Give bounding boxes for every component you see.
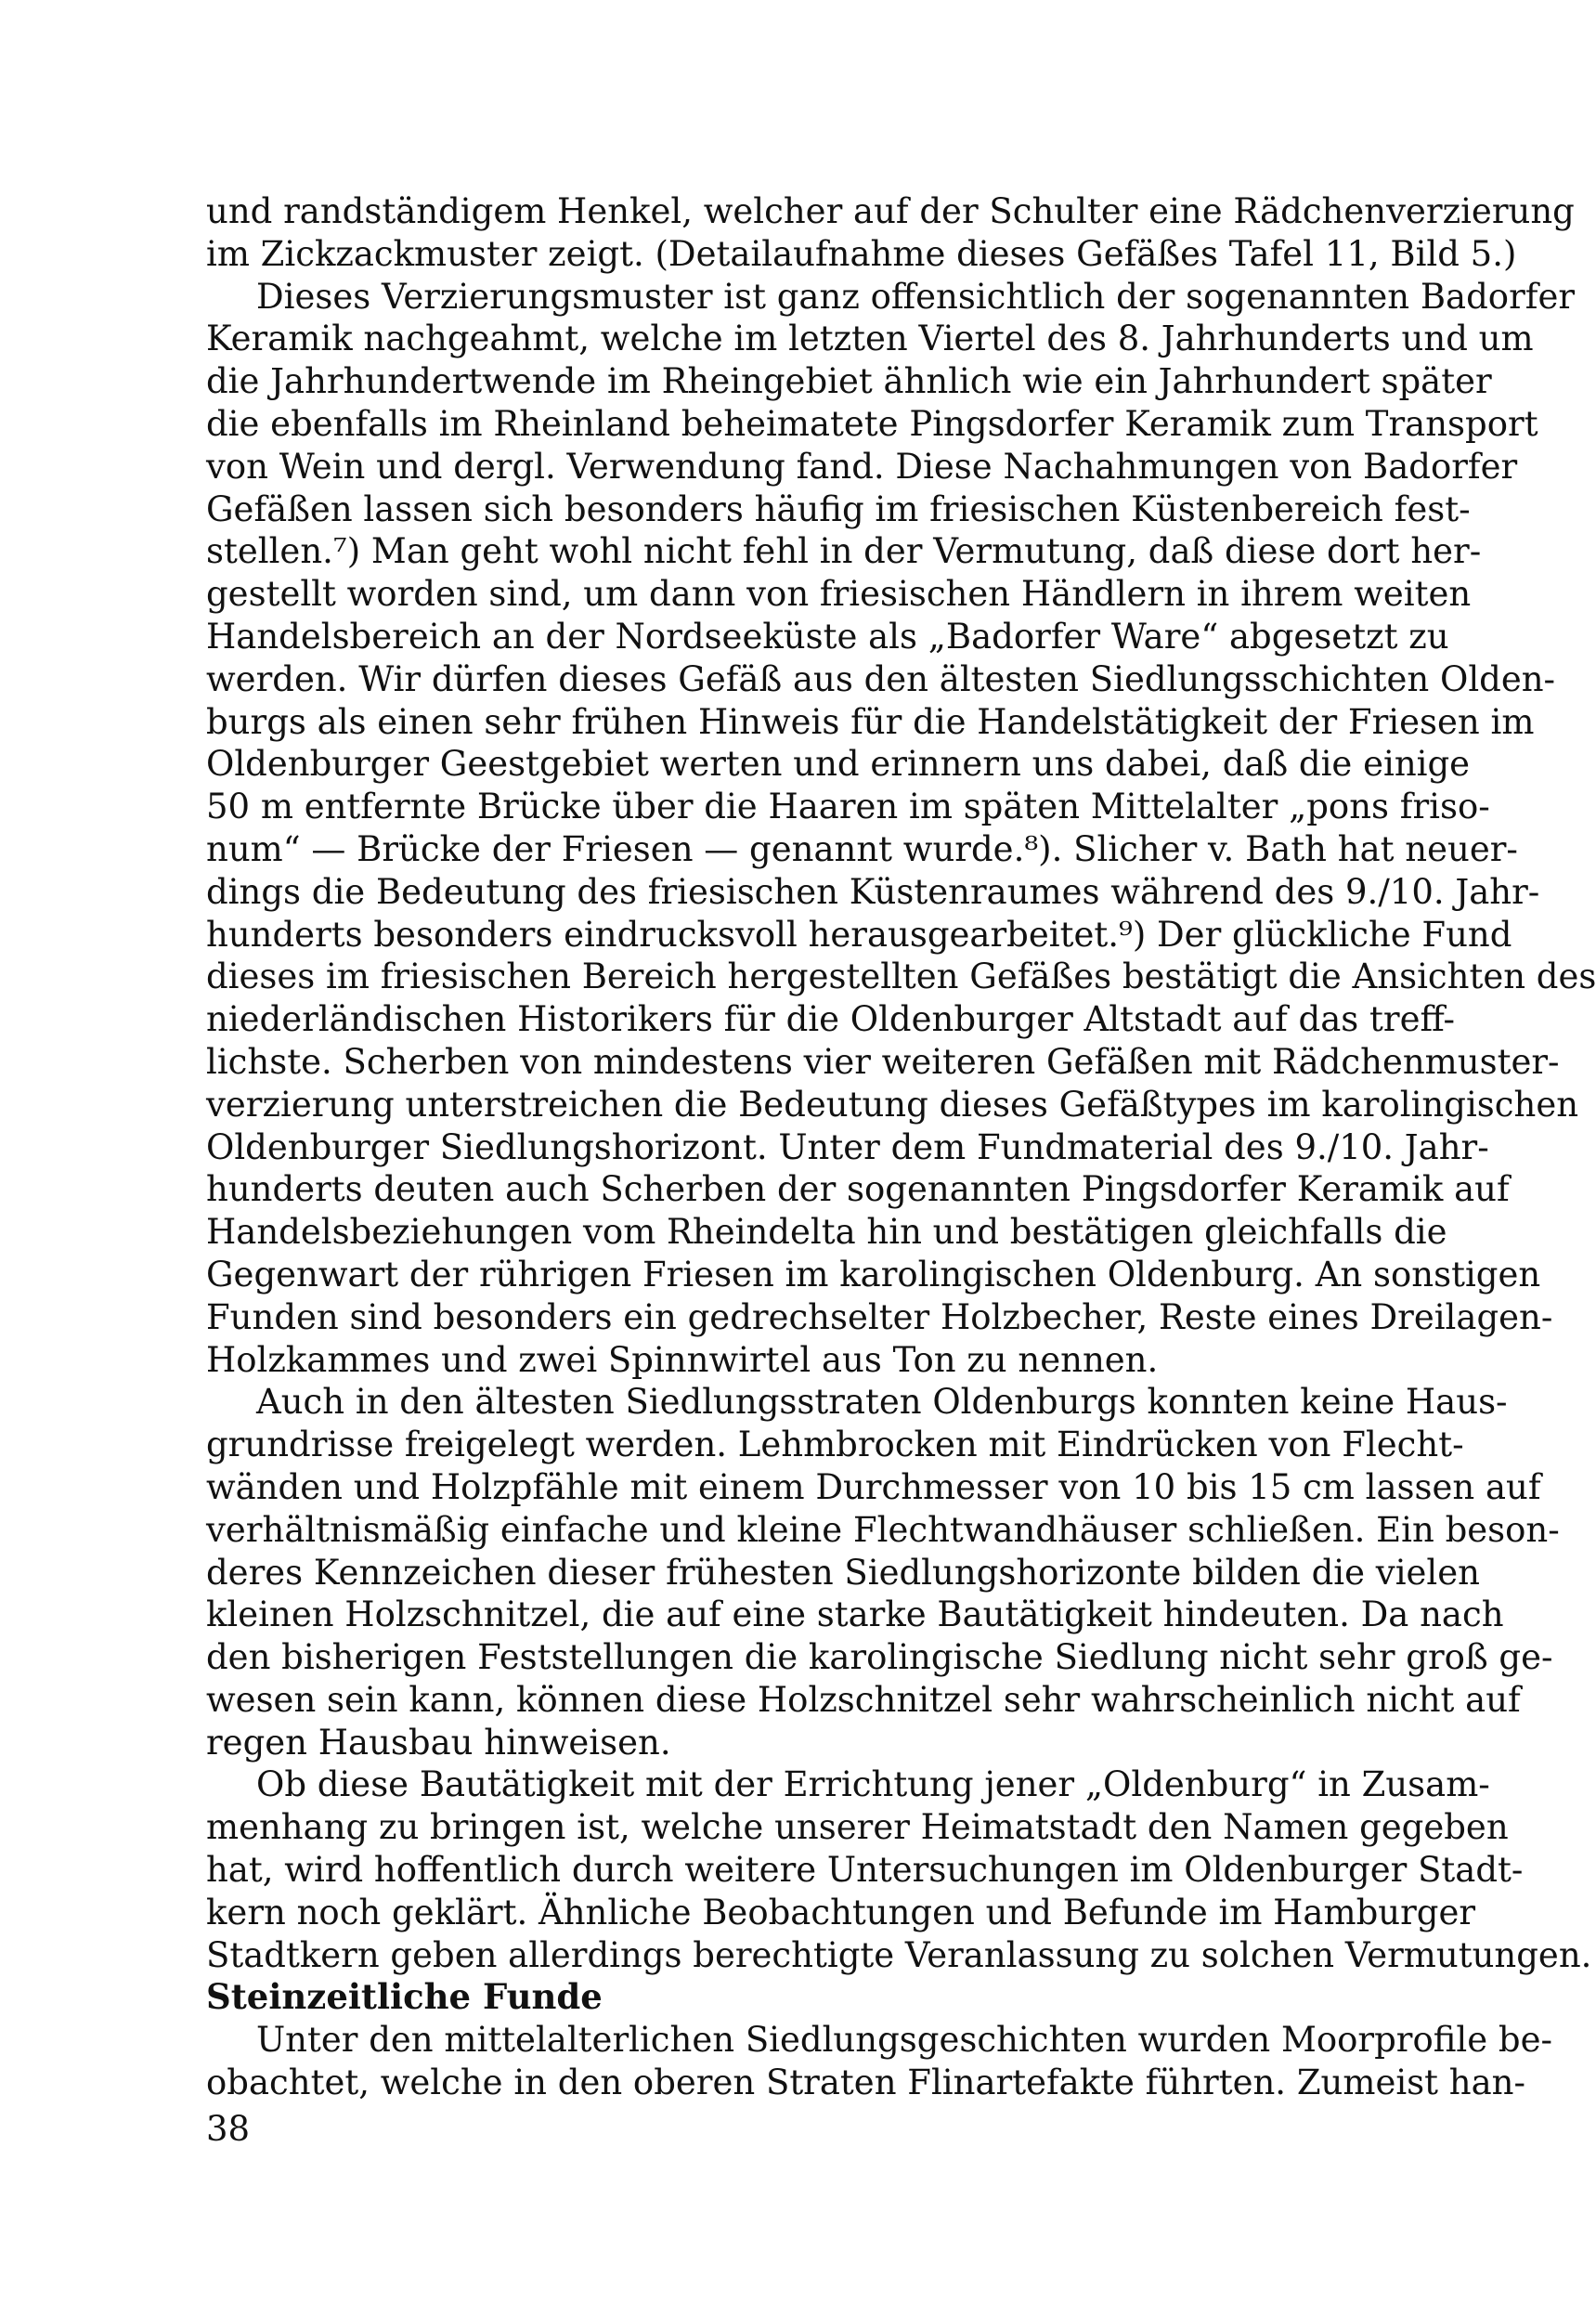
text-line: verhältnismäßig einfache und kleine Flechtwandhäuser schließen. Ein beson- <box>206 1509 1560 1550</box>
text-line: 50 m entfernte Brücke über die Haaren im späten Mittelalter „pons friso- <box>206 787 1490 827</box>
text-line: burgs als einen sehr frühen Hinweis für die Handelstätigkeit der Friesen im <box>206 701 1535 742</box>
text-line: deres Kennzeichen dieser frühesten Siedlungshorizonte bilden die vielen <box>206 1552 1480 1593</box>
text-line: die Jahrhundertwende im Rheingebiet ähnlich wie ein Jahrhundert später <box>206 361 1492 402</box>
text-line: Handelsbereich an der Nordseeküste als „Badorfer Ware“ abgesetzt zu <box>206 616 1449 657</box>
text-line: obachtet, welche in den oberen Straten Flinartefakte führten. Zumeist han- <box>206 2062 1526 2103</box>
text-line: stellen.⁷) Man geht wohl nicht fehl in der Vermutung, daß diese dort her- <box>206 531 1482 572</box>
text-line: kleinen Holzschnitzel, die auf eine starke Bautätigkeit hindeuten. Da nach <box>206 1594 1504 1635</box>
text-line: Keramik nachgeahmt, welche im letzten Viertel des 8. Jahrhunderts und um <box>206 319 1534 359</box>
text-line: Gefäßen lassen sich besonders häufig im friesischen Küstenbereich fest- <box>206 488 1471 529</box>
text-line: wänden und Holzpfähle mit einem Durchmesser von 10 bis 15 cm lassen auf <box>206 1466 1541 1507</box>
text-line: dieses im friesischen Bereich hergestellten Gefäßes bestätigt die Ansichten des <box>206 956 1596 997</box>
text-line: Unter den mittelalterlichen Siedlungsgeschichten wurden Moorprofile be- <box>256 2020 1553 2061</box>
text-line: dings die Bedeutung des friesischen Küstenraumes während des 9./10. Jahr- <box>206 871 1540 912</box>
text-line: von Wein und dergl. Verwendung fand. Diese Nachahmungen von Badorfer <box>206 446 1518 487</box>
text-line: Holzkammes und zwei Spinnwirtel aus Ton zu nennen. <box>206 1339 1159 1380</box>
text-line: Handelsbeziehungen vom Rheindelta hin und bestätigen gleichfalls die <box>206 1212 1447 1253</box>
text-line: hunderts besonders eindrucksvoll herausgearbeitet.⁹) Der glückliche Fund <box>206 914 1512 955</box>
text-line: grundrisse freigelegt werden. Lehmbrocken mit Eindrücken von Flecht- <box>206 1425 1464 1465</box>
text-line: verzierung unterstreichen die Bedeutung dieses Gefäßtypes im karolingischen <box>206 1084 1579 1125</box>
text-line: kern noch geklärt. Ähnliche Beobachtungen und Befunde im Hamburger <box>206 1892 1476 1932</box>
text-line: Oldenburger Geestgebiet werten und erinnern uns dabei, daß die einige <box>206 744 1471 785</box>
text-line: hat, wird hoffentlich durch weitere Untersuchungen im Oldenburger Stadt- <box>206 1850 1524 1891</box>
text-line: regen Hausbau hinweisen. <box>206 1722 671 1763</box>
text-line: Gegenwart der rührigen Friesen im karolingischen Oldenburg. An sonstigen <box>206 1254 1541 1295</box>
section-heading: Steinzeitliche Funde <box>206 1976 603 2018</box>
text-line: num“ — Brücke der Friesen — genannt wurde.⁸). Slicher v. Bath hat neuer- <box>206 828 1518 869</box>
text-line: lichste. Scherben von mindestens vier weiteren Gefäßen mit Rädchenmuster- <box>206 1041 1560 1082</box>
text-line: den bisherigen Feststellungen die karolingische Siedlung nicht sehr groß ge- <box>206 1637 1553 1678</box>
text-line: Oldenburger Siedlungshorizont. Unter dem Fundmaterial des 9./10. Jahr- <box>206 1126 1489 1167</box>
text-line: werden. Wir dürfen dieses Gefäß aus den ältesten Siedlungsschichten Olden- <box>206 658 1556 699</box>
text-line: Ob diese Bautätigkeit mit der Errichtung jener „Oldenburg“ in Zusam- <box>256 1764 1490 1805</box>
page-body <box>206 190 1596 2104</box>
text-line: Auch in den ältesten Siedlungsstraten Oldenburgs konnten keine Haus- <box>256 1382 1508 1423</box>
text-line: im Zickzackmuster zeigt. (Detailaufnahme dieses Gefäßes Tafel 11, Bild 5.) <box>206 233 1517 274</box>
text-line: die ebenfalls im Rheinland beheimatete Pingsdorfer Keramik zum Transport <box>206 403 1538 444</box>
text-line: Funden sind besonders ein gedrechselter Holzbecher, Reste eines Dreilagen- <box>206 1296 1553 1337</box>
text-line: gestellt worden sind, um dann von friesischen Händlern in ihrem weiten <box>206 574 1472 615</box>
text-line: Stadtkern geben allerdings berechtigte Veranlassung zu solchen Vermutungen. <box>206 1934 1592 1975</box>
text-line: wesen sein kann, können diese Holzschnitzel sehr wahrscheinlich nicht auf <box>206 1679 1521 1720</box>
page-number: 38 <box>206 2109 251 2149</box>
text-line: niederländischen Historikers für die Oldenburger Altstadt auf das treff- <box>206 999 1455 1040</box>
text-line: und randständigem Henkel, welcher auf der Schulter eine Rädchenverzierung <box>206 191 1575 231</box>
text-line: hunderts deuten auch Scherben der sogenannten Pingsdorfer Keramik auf <box>206 1169 1510 1210</box>
text-line: Dieses Verzierungsmuster ist ganz offensichtlich der sogenannten Badorfer <box>256 276 1576 317</box>
text-line: menhang zu bringen ist, welche unserer Heimatstadt den Namen gegeben <box>206 1807 1509 1848</box>
